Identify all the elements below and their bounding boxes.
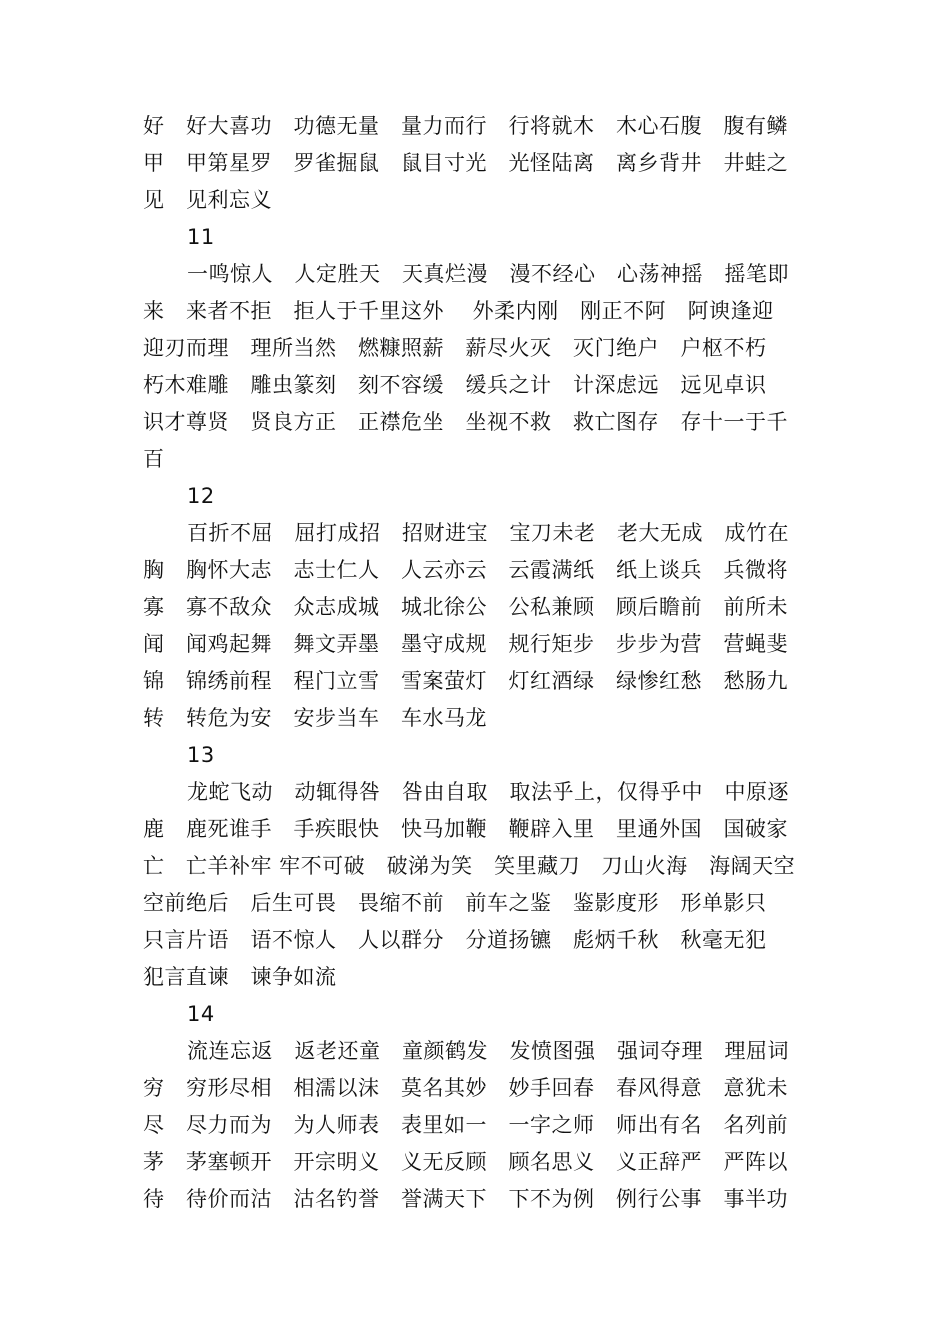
text-line: 待 待价而沽 沽名钓誉 誉满天下 下不为例 例行公事 事半功: [143, 1187, 788, 1211]
section-number: 14: [187, 1002, 215, 1026]
text-line: 茅 茅塞顿开 开宗明义 义无反顾 顾名思义 义正辞严 严阵以: [143, 1150, 788, 1174]
text-line: 锦 锦绣前程 程门立雪 雪案萤灯 灯红酒绿 绿惨红愁 愁肠九: [143, 669, 788, 693]
section-number: 11: [187, 225, 215, 249]
text-line: 寡 寡不敌众 众志成城 城北徐公 公私兼顾 顾后瞻前 前所未: [143, 595, 788, 619]
text-line: 闻 闻鸡起舞 舞文弄墨 墨守成规 规行矩步 步步为营 营蝇斐: [143, 632, 788, 656]
text-line: 百: [143, 447, 165, 471]
text-line: 尽 尽力而为 为人师表 表里如一 一字之师 师出有名 名列前: [143, 1113, 788, 1137]
text-line: 转 转危为安 安步当车 车水马龙: [143, 706, 487, 730]
section-number: 13: [187, 743, 215, 767]
text-line: 穷 穷形尽相 相濡以沫 莫名其妙 妙手回春 春风得意 意犹未: [143, 1076, 788, 1100]
text-line: 空前绝后 后生可畏 畏缩不前 前车之鉴 鉴影度形 形单影只: [143, 891, 767, 915]
text-line: 胸 胸怀大志 志士仁人 人云亦云 云霞满纸 纸上谈兵 兵微将: [143, 558, 788, 582]
paragraph-first-line: 百折不屈 屈打成招 招财进宝 宝刀未老 老大无成 成竹在: [187, 521, 789, 545]
text-line: 迎刃而理 理所当然 燃糠照薪 薪尽火灭 灭门绝户 户枢不朽: [143, 336, 767, 360]
paragraph-first-line: 龙蛇飞动 动辄得咎 咎由自取 取法乎上，仅得乎中 中原逐: [187, 780, 789, 804]
text-line: 犯言直谏 谏争如流: [143, 965, 337, 989]
text-line: 来 来者不拒 拒人于千里这外 外柔内刚 刚正不阿 阿谀逢迎: [143, 299, 774, 323]
text-line: 甲 甲第星罗 罗雀掘鼠 鼠目寸光 光怪陆离 离乡背井 井蛙之: [143, 151, 788, 175]
text-line: 识才尊贤 贤良方正 正襟危坐 坐视不救 救亡图存 存十一于千: [143, 410, 788, 434]
paragraph-first-line: 流连忘返 返老还童 童颜鹤发 发愤图强 强词夺理 理屈词: [187, 1039, 789, 1063]
document-page: [143, 108, 811, 1218]
text-line: 见 见利忘义: [143, 188, 272, 212]
text-line: 好 好大喜功 功德无量 量力而行 行将就木 木心石腹 腹有鳞: [143, 114, 788, 138]
text-line: 只言片语 语不惊人 人以群分 分道扬镳 彪炳千秋 秋毫无犯: [143, 928, 767, 952]
text-line: 朽木难雕 雕虫篆刻 刻不容缓 缓兵之计 计深虑远 远见卓识: [143, 373, 767, 397]
text-line: 鹿 鹿死谁手 手疾眼快 快马加鞭 鞭辟入里 里通外国 国破家: [143, 817, 788, 841]
paragraph-first-line: 一鸣惊人 人定胜天 天真烂漫 漫不经心 心荡神摇 摇笔即: [187, 262, 789, 286]
section-number: 12: [187, 484, 215, 508]
text-line: 亡 亡羊补牢 牢不可破 破涕为笑 笑里藏刀 刀山火海 海阔天空: [143, 854, 796, 878]
